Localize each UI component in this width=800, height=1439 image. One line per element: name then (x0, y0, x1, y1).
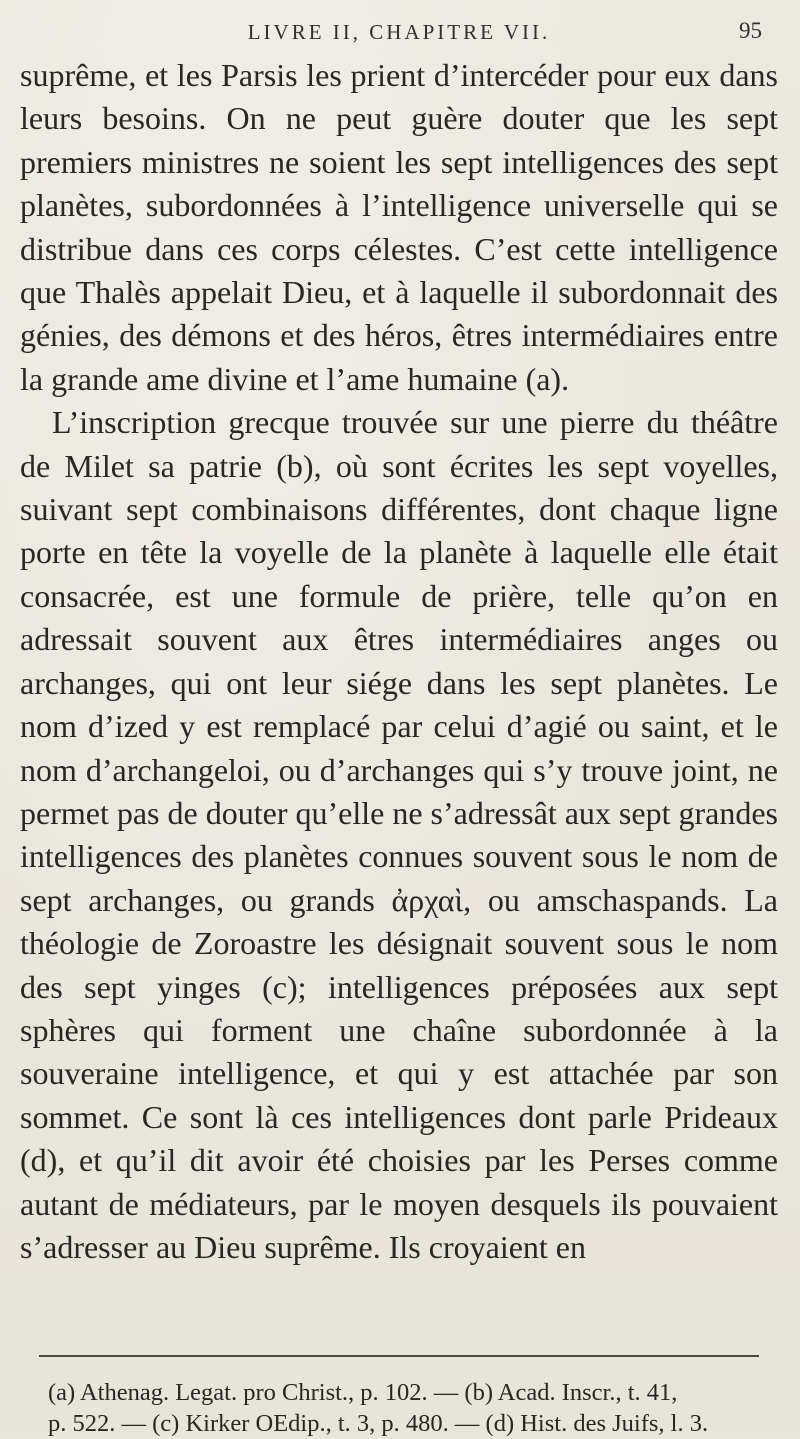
footnote-line-2: p. 522. — (c) Kirker OEdip., t. 3, p. 480. — (d) Hist. des Juifs, l. 3. (48, 1410, 709, 1438)
footnote-divider (39, 1355, 759, 1357)
footnote-line-1: (a) Athenag. Legat. pro Christ., p. 102. — (b) Acad. Inscr., t. 41, (48, 1379, 678, 1407)
paragraph-1: suprême, et les Parsis les prient d’intercéder pour eux dans leurs besoins. On ne peut guère douter que les sept premiers ministres ne soient les sept intelligences des sept planètes, subordonnées à l’intelligence universelle qui se distribue dans ces corps célestes. C’est cette intelligence que Thalès appelait Dieu, et à laquelle il subordonnait des génies, des démons et des héros, êtres intermédiaires entre la grande ame divine et l’ame humaine (a). (20, 57, 778, 397)
footnotes (48, 1377, 738, 1439)
page-header (20, 14, 778, 44)
body-text (20, 54, 778, 1269)
running-head: LIVRE II, CHAPITRE VII. (247, 20, 551, 44)
page-number: 95 (739, 18, 762, 43)
paragraph-2: L’inscription grecque trouvée sur une pierre du théâtre de Milet sa patrie (b), où sont écrites les sept voyelles, suivant sept combinaisons différentes, dont chaque ligne porte en tête la voyelle de la planète à laquelle elle était consacrée, est une formule de prière, telle qu’on en adressait souvent aux êtres intermédiaires anges ou archanges, qui ont leur siége dans les sept planètes. Le nom d’ized y est remplacé par celui d’agié ou saint, et le nom d’archangeloi, ou d’archanges qui s’y trouve joint, ne permet pas de douter qu’elle ne s’adressât aux sept grandes intelligences des planètes connues souvent sous le nom de sept archanges, ou grands ἀρχαὶ, ou amschaspands. La théologie de Zoroastre les désignait souvent sous le nom des sept yinges (c); intelligences préposées aux sept sphères qui forment une chaîne subordonnée à la souveraine intelligence, et qui y est attachée par son sommet. Ce sont là ces intelligences dont parle Prideaux (d), et qu’il dit avoir été choisies par les Perses comme autant de médiateurs, par le moyen desquels ils pouvaient s’adresser au Dieu suprême. Ils croyaient en (20, 404, 778, 1265)
